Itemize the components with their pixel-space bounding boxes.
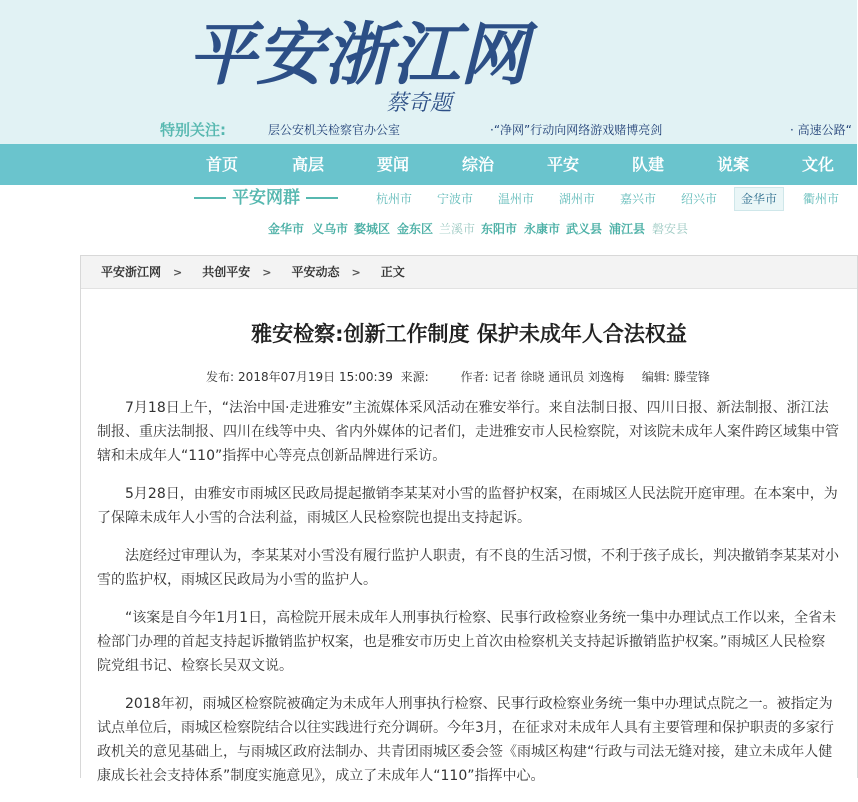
nav-item-news[interactable]: 要闻 bbox=[377, 155, 410, 174]
notice-label: 特别关注: bbox=[160, 121, 226, 139]
city-link-hangzhou[interactable]: 杭州市 bbox=[376, 192, 413, 206]
city-link-shaoxing[interactable]: 绍兴市 bbox=[681, 192, 718, 206]
notice-item[interactable]: 层公安机关检察官办公室 bbox=[268, 123, 401, 137]
county-link[interactable]: 东阳市 bbox=[481, 222, 518, 236]
notice-item[interactable]: ·“净网”行动向网络游戏赌博亮剑 bbox=[490, 123, 663, 137]
article-title: 雅安检察:创新工作制度 保护未成年人合法权益 bbox=[251, 322, 687, 346]
masthead bbox=[0, 0, 857, 145]
logo-text: 平安浙江网 bbox=[188, 15, 529, 95]
chevron-right-icon: > bbox=[262, 266, 272, 279]
source-label: 来源: bbox=[400, 370, 429, 384]
article-paragraph: “该案是自今年1月1日，高检院开展未成年人刑事执行检察、民事行政检察业务统一集中办理试点工作以来，全省未检部门办理的首起支持起诉撤销监护权案，也是雅安市历史上首次由检察机关支持起诉撤销监护权案。”雨城区人民检察院党组书记、检察长吴双文说。 bbox=[97, 610, 837, 674]
nav-item-culture[interactable]: 文化 bbox=[802, 155, 835, 174]
county-link[interactable]: 磐安县 bbox=[652, 222, 689, 236]
logo-signature: 蔡奇题 bbox=[386, 91, 453, 116]
published-label: 发布: bbox=[206, 370, 235, 384]
breadcrumb-current: 正文 bbox=[380, 265, 405, 279]
article-meta bbox=[206, 368, 714, 385]
chevron-right-icon: > bbox=[173, 266, 183, 279]
article-paragraph: 2018年初，雨城区检察院被确定为未成年人刑事执行检察、民事行政检察业务统一集中办理试点院之一。被指定为试点单位后，雨城区检察院结合以往实践进行充分调研。今年3月，在征求对未成年人具有主要管理和保护职责的多家行政机关的意见基础上，与雨城区政府法制办、共青团雨城区委会签《雨城区构建“行政与司法无缝对接，建立未成年人健康成长社会支持体系”制度实施意见》，成立了未成年人“110”指挥中心。 bbox=[97, 696, 834, 784]
notice-bar bbox=[0, 117, 857, 143]
nav-item-leaders[interactable]: 高层 bbox=[292, 155, 325, 174]
editor-label: 编辑: bbox=[641, 370, 670, 384]
site-group-bar bbox=[0, 185, 857, 243]
chevron-right-icon: > bbox=[351, 266, 361, 279]
article-paragraph: 7月18日上午，“法治中国·走进雅安”主流媒体采风活动在雅安举行。来自法制日报、四川日报、新法制报、浙江法制报、重庆法制报、四川在线等中央、省内外媒体的记者们，走进雅安市人民检察院，对该院未成年人案件跨区域集中管辖和未成年人“110”指挥中心等亮点创新品牌进行采访。 bbox=[97, 400, 839, 464]
nav-item-cases[interactable]: 说案 bbox=[717, 155, 750, 174]
breadcrumb-subsection[interactable]: 平安动态 bbox=[291, 265, 340, 279]
breadcrumb-home[interactable]: 平安浙江网 bbox=[101, 265, 162, 279]
article-body bbox=[97, 396, 839, 802]
county-link[interactable]: 婺城区 bbox=[354, 222, 391, 236]
nav-item-team[interactable]: 队建 bbox=[632, 155, 665, 174]
county-link[interactable]: 金华市 bbox=[268, 222, 305, 236]
main-nav bbox=[0, 144, 857, 185]
city-link-wenzhou[interactable]: 温州市 bbox=[498, 192, 535, 206]
nav-item-governance[interactable]: 综治 bbox=[462, 155, 495, 174]
title-dash bbox=[306, 197, 338, 199]
nav-item-safety[interactable]: 平安 bbox=[547, 155, 580, 174]
county-link[interactable]: 永康市 bbox=[524, 222, 561, 236]
city-link-ningbo[interactable]: 宁波市 bbox=[437, 192, 474, 206]
article-container bbox=[80, 255, 858, 784]
county-link[interactable]: 义乌市 bbox=[312, 222, 349, 236]
title-dash bbox=[194, 197, 226, 199]
site-group-title bbox=[188, 185, 344, 211]
author-value: 记者 徐晓 通讯员 刘逸梅 bbox=[492, 370, 625, 384]
nav-item-home[interactable]: 首页 bbox=[206, 155, 239, 174]
notice-item[interactable]: · 高速公路“ bbox=[790, 123, 852, 137]
city-link-huzhou[interactable]: 湖州市 bbox=[559, 192, 596, 206]
article-paragraph: 法庭经过审理认为，李某某对小雪没有履行监护人职责，有不良的生活习惯，不利于孩子成长，判决撤销李某某对小雪的监护权，雨城区民政局为小雪的监护人。 bbox=[97, 548, 839, 588]
site-group-label: 平安网群 bbox=[232, 188, 300, 208]
breadcrumb-section[interactable]: 共创平安 bbox=[202, 265, 251, 279]
county-link[interactable]: 金东区 bbox=[397, 222, 434, 236]
published-time: 2018年07月19日 15:00:39 bbox=[238, 370, 393, 384]
site-logo[interactable] bbox=[188, 4, 529, 118]
editor-value: 滕莹锋 bbox=[673, 370, 710, 384]
author-label: 作者: bbox=[460, 370, 489, 384]
breadcrumb bbox=[81, 256, 857, 289]
county-link[interactable]: 兰溪市 bbox=[439, 222, 476, 236]
county-link[interactable]: 武义县 bbox=[566, 222, 603, 236]
county-link[interactable]: 浦江县 bbox=[609, 222, 646, 236]
city-link-quzhou[interactable]: 衢州市 bbox=[803, 192, 840, 206]
city-link-jinhua-active[interactable]: 金华市 bbox=[734, 187, 784, 211]
article-paragraph: 5月28日，由雅安市雨城区民政局提起撤销李某某对小雪的监督护权案，在雨城区人民法院开庭审理。在本案中，为了保障未成年人小雪的合法利益，雨城区人民检察院也提出支持起诉。 bbox=[97, 486, 838, 526]
city-link-jiaxing[interactable]: 嘉兴市 bbox=[620, 192, 657, 206]
